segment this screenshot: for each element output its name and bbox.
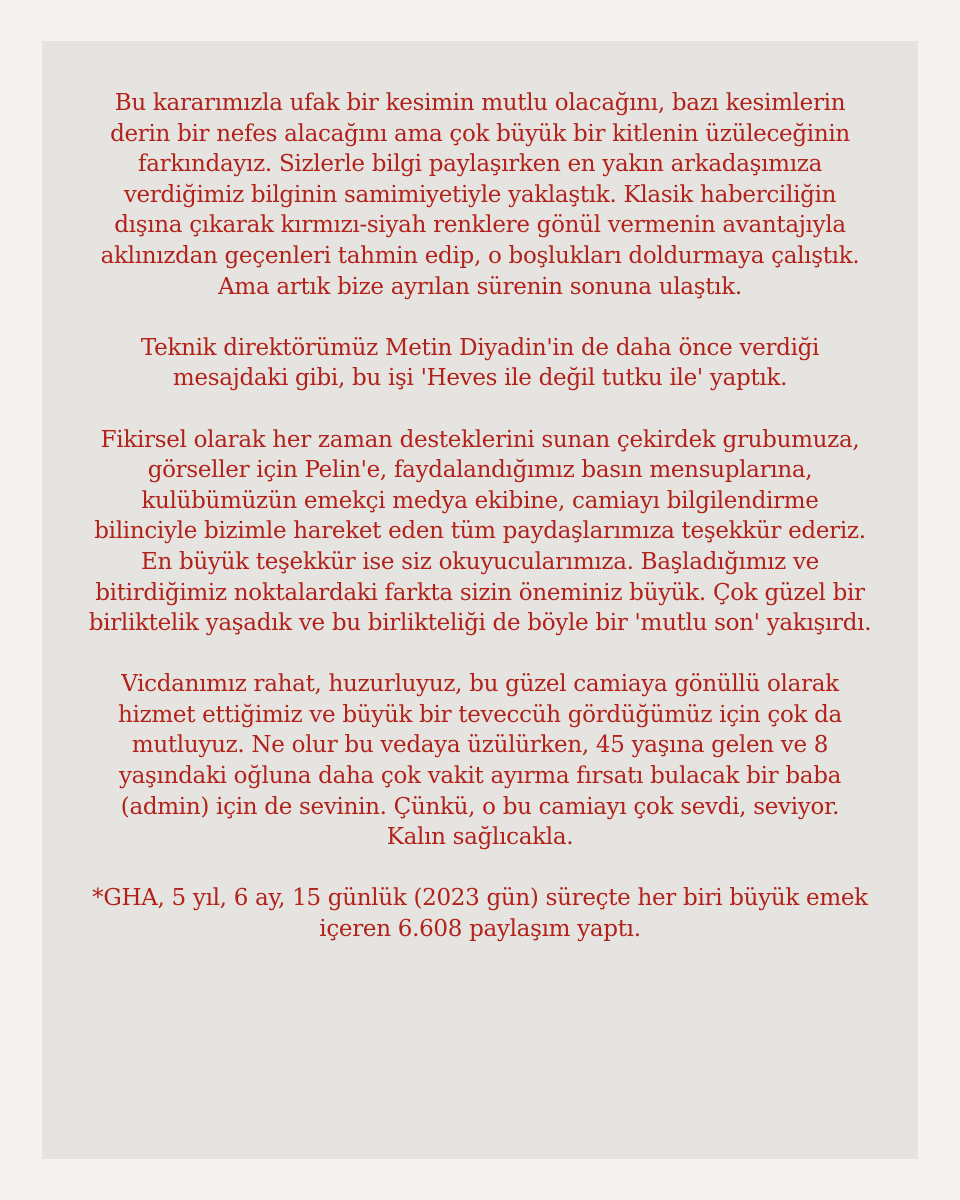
text-line: Bu kararımızla ufak bir kesimin mutlu olacağını, bazı kesimlerin <box>114 90 846 116</box>
text-line: yaşındaki oğluna daha çok vakit ayırma fırsatı bulacak bir baba <box>118 763 842 790</box>
text-line: kulübümüzün emekçi medya ekibine, camiayı bilgilendirme <box>141 487 819 514</box>
text-line: derin bir nefes alacağını ama çok büyük bir kitlenin üzüleceğinin <box>110 120 850 147</box>
text-line: Vicdanımız rahat, huzurluyuz, bu güzel camiaya gönüllü olarak <box>121 671 839 698</box>
text-line: Teknik direktörümüz Metin Diyadin'in de daha önce verdiği <box>140 334 820 361</box>
text-line: görseller için Pelin'e, faydalandığımız basın mensuplarına, <box>147 457 813 484</box>
text-line: *GHA, 5 yıl, 6 ay, 15 günlük (2023 gün) süreçte her biri büyük emek <box>92 885 868 912</box>
paragraph-coach <box>42 333 918 394</box>
text-line: Fikirsel olarak her zaman desteklerini sunan çekirdek grubumuza, <box>100 426 860 453</box>
text-line: mutluyuz. Ne olur bu vedaya üzülürken, 45 yaşına gelen ve 8 <box>131 732 829 759</box>
paragraph-thanks <box>42 425 918 639</box>
text-line: bitirdiğimiz noktalardaki farkta sizin öneminiz büyük. Çok güzel bir <box>95 579 865 606</box>
text-line: En büyük teşekkür ise siz okuyucularımıza. Başladığımız ve <box>140 548 819 575</box>
text-line: dışına çıkarak kırmızı-siyah renklere gönül vermenin avantajıyla <box>114 212 846 239</box>
farewell-message <box>42 88 918 975</box>
text-line: mesajdaki gibi, bu işi 'Heves ile değil tutku ile' yaptık. <box>172 365 788 392</box>
text-line: içeren 6.608 paylaşım yaptı. <box>319 916 641 943</box>
text-line: Ama artık bize ayrılan sürenin sonuna ulaştık. <box>218 273 742 300</box>
paragraph-closing <box>42 669 918 853</box>
text-line: birliktelik yaşadık ve bu birlikteliği de böyle bir 'mutlu son' yakışırdı. <box>88 610 872 637</box>
text-line: farkındayız. Sizlerle bilgi paylaşırken en yakın arkadaşımıza <box>138 151 822 178</box>
text-panel <box>42 41 918 1159</box>
text-line: aklınızdan geçenleri tahmin edip, o boşlukları doldurmaya çalıştık. <box>100 242 860 269</box>
paragraph-footnote <box>42 883 918 944</box>
text-line: verdiğimiz bilginin samimiyetiyle yaklaştık. Klasik haberciliğin <box>123 181 837 208</box>
text-line: (admin) için de sevinin. Çünkü, o bu camiayı çok sevdi, seviyor. <box>120 793 840 820</box>
text-line: hizmet ettiğimiz ve büyük bir teveccüh gördüğümüz için çok da <box>118 701 842 728</box>
paragraph-intro <box>42 88 918 302</box>
text-line: bilinciyle bizimle hareket eden tüm paydaşlarımıza teşekkür ederiz. <box>94 518 866 545</box>
text-line: Kalın sağlıcakla. <box>386 824 574 851</box>
